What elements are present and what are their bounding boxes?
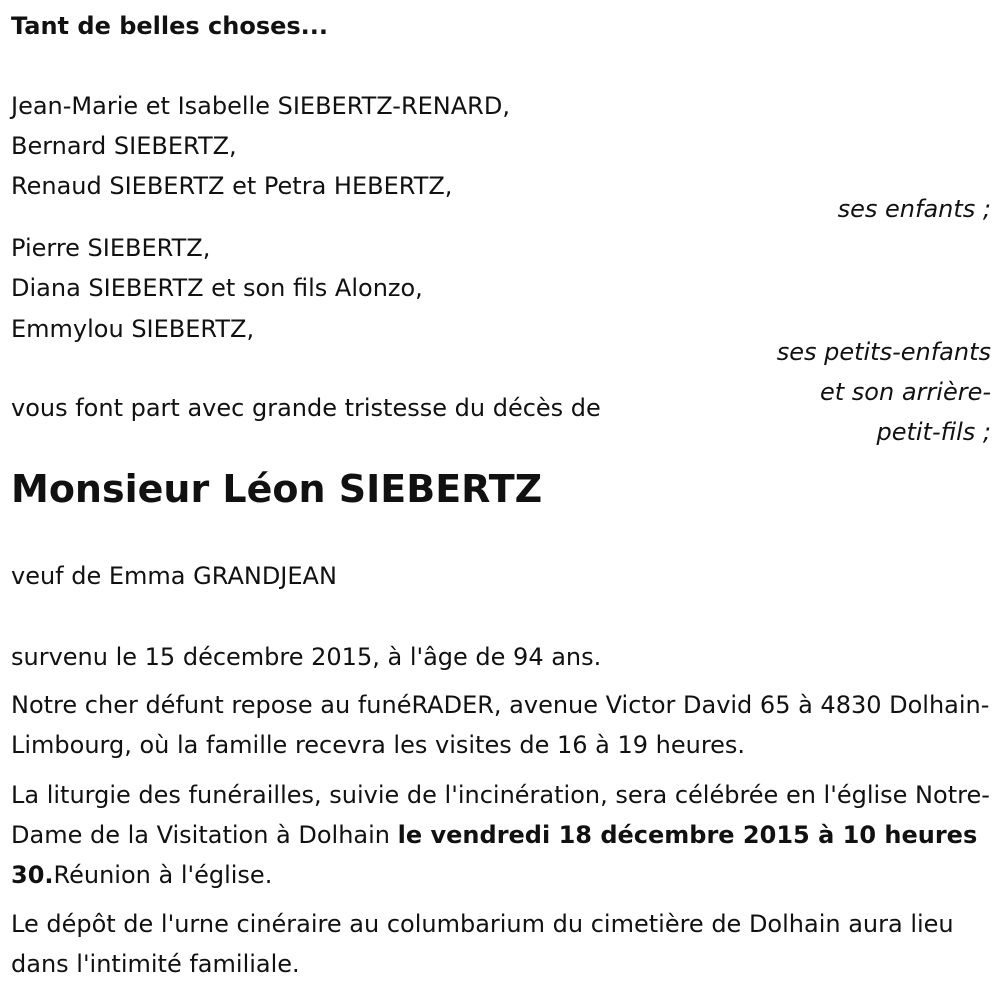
grandchildren-line-2: Diana SIEBERTZ et son fils Alonzo, [11, 274, 423, 302]
children-line-1: Jean-Marie et Isabelle SIEBERTZ-RENARD, [11, 92, 510, 120]
widower-of: veuf de Emma GRANDJEAN [11, 562, 337, 590]
children-role: ses enfants ; [837, 195, 991, 223]
deceased-name: Monsieur Léon SIEBERTZ [11, 467, 543, 511]
liturgy-text: La liturgie des funérailles, suivie de l'incinération, sera célébrée en l'église Notre-Dame de la Visitation à Dolhain [11, 781, 990, 849]
rest-place-paragraph: Notre cher défunt repose au funéRADER, avenue Victor David 65 à 4830 Dolhain-Limbourg, où la famille recevra les visites de 16 à 19 heures. [11, 691, 990, 759]
urn-paragraph: Le dépôt de l'urne cinéraire au columbarium du cimetière de Dolhain aura lieu dans l'intimité familiale. [11, 910, 954, 978]
liturgy-after: Réunion à l'église. [53, 861, 273, 889]
grandchildren-line-3: Emmylou SIEBERTZ, [11, 315, 255, 343]
grandchildren-role-line-3: petit-fils ; [876, 418, 991, 446]
liturgy-date: le vendredi 18 décembre 2015 à 10 heures 30. [11, 821, 978, 889]
grandchildren-role-line-1: ses petits-enfants [776, 338, 991, 366]
grandchildren-line-1: Pierre SIEBERTZ, [11, 234, 211, 262]
grandchildren-role-line-2: et son arrière- [820, 378, 991, 406]
liturgy-paragraph [11, 775, 991, 895]
announcement: vous font part avec grande tristesse du décès de [11, 394, 601, 422]
header-line: Tant de belles choses... [11, 12, 329, 40]
children-line-3: Renaud SIEBERTZ et Petra HEBERTZ, [11, 172, 453, 200]
death-info: survenu le 15 décembre 2015, à l'âge de 94 ans. [11, 643, 602, 671]
children-line-2: Bernard SIEBERTZ, [11, 132, 237, 160]
